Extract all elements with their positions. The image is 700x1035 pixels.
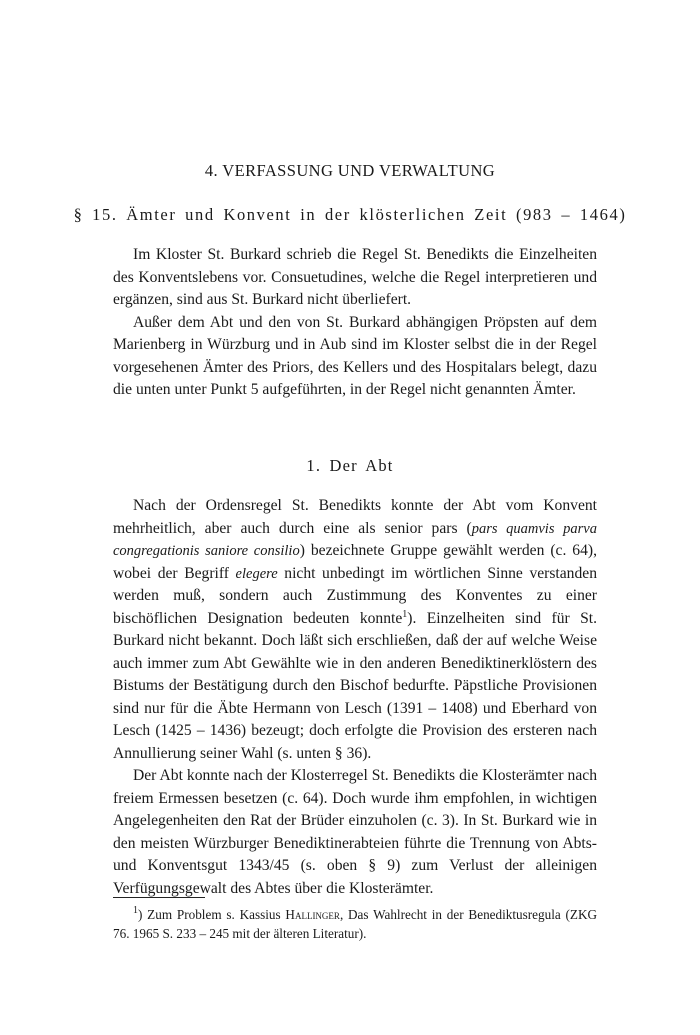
intro-text [113, 244, 597, 402]
paragraph-1: Im Kloster St. Burkard schrieb die Regel St. Benedikts die Einzelheiten des Konventslebens vor. Consuetudines, welche die Regel interpretieren und ergänzen, sind aus St. Burkard nicht überliefert. [113, 246, 597, 308]
paragraph-3: Nach der Ordensregel St. Benedikts konnte der Abt vom Konvent mehrheitlich, aber auch durch eine als senior pars (pars quamvis parva congregationis saniore consilio) bezeichnete Gruppe gewählt werden (c. 64), wobei der Begriff elegere nicht unbedingt im wörtlichen Sinne verstanden werden muß, sondern auch Zustimmung des Konventes zu einer bischöflichen Designation bedeuten konnte$^1$). Einzelheiten sind für St. Burkard nicht bekannt. Doch läßt sich erschließen, daß der auf welche Weise auch immer zum Abt Gewählte wie in den anderen Benediktinerklöstern des Bistums der Bestätigung durch den Bischof bedurfte. Päpstliche Provisionen sind nur für die Äbte Hermann von Lesch (1391 – 1408) und Eberhard von Lesch (1425 – 1436) bezeugt; doch erfolgte die Provision des ersteren nach Annullierung seiner Wahl (s. unten § 36). [113, 497, 597, 762]
section-heading: § 15. Ämter und Konvent in der klösterlichen Zeit (983 – 1464) [73, 205, 627, 224]
footnote-author: Hallinger [285, 907, 340, 922]
footnote-mark: 1 [133, 905, 138, 916]
footnote: $^1$) Zum Problem s. Kassius Hallinger, Das Wahlrecht in der Benediktusregula (ZKG 76. 1965 S. 233 – 245 mit der älteren Literatur). [113, 905, 597, 941]
abbot-text [113, 495, 597, 900]
chapter-heading: 4. VERFASSUNG UND VERWALTUNG [204, 161, 496, 180]
subsection-heading: 1. Der Abt [306, 456, 394, 475]
paragraph-4: Der Abt konnte nach der Klosterregel St. Benedikts die Klosterämter nach freiem Ermessen besetzen (c. 64). Doch wurde ihm empfohlen, in wichtigen Angelegenheiten den Rat der Brüder einzuholen (c. 3). In St. Burkard wie in den meisten Würzburger Benediktinerabteien führte die Trennung von Abts- und Konventsgut 1343/45 (s. oben § 9) zum Verlust der alleinigen Verfügungsgewalt des Abtes über die Klosterämter. [113, 767, 597, 897]
paragraph-2: Außer dem Abt und den von St. Burkard abhängigen Pröpsten auf dem Marienberg in Würzburg und in Aub sind im Kloster selbst die in der Regel vorgesehenen Ämter des Priors, des Kellers und des Hospitalars belegt, dazu die unten unter Punkt 5 aufgeführten, in der Regel nicht genannten Ämter. [113, 313, 597, 398]
latin-term: elegere [235, 565, 278, 582]
footnote-rule [113, 897, 205, 898]
footnote-reference: 1 [402, 608, 408, 620]
latin-quote: pars quamvis parva congregationis saniore consilio [113, 520, 597, 559]
